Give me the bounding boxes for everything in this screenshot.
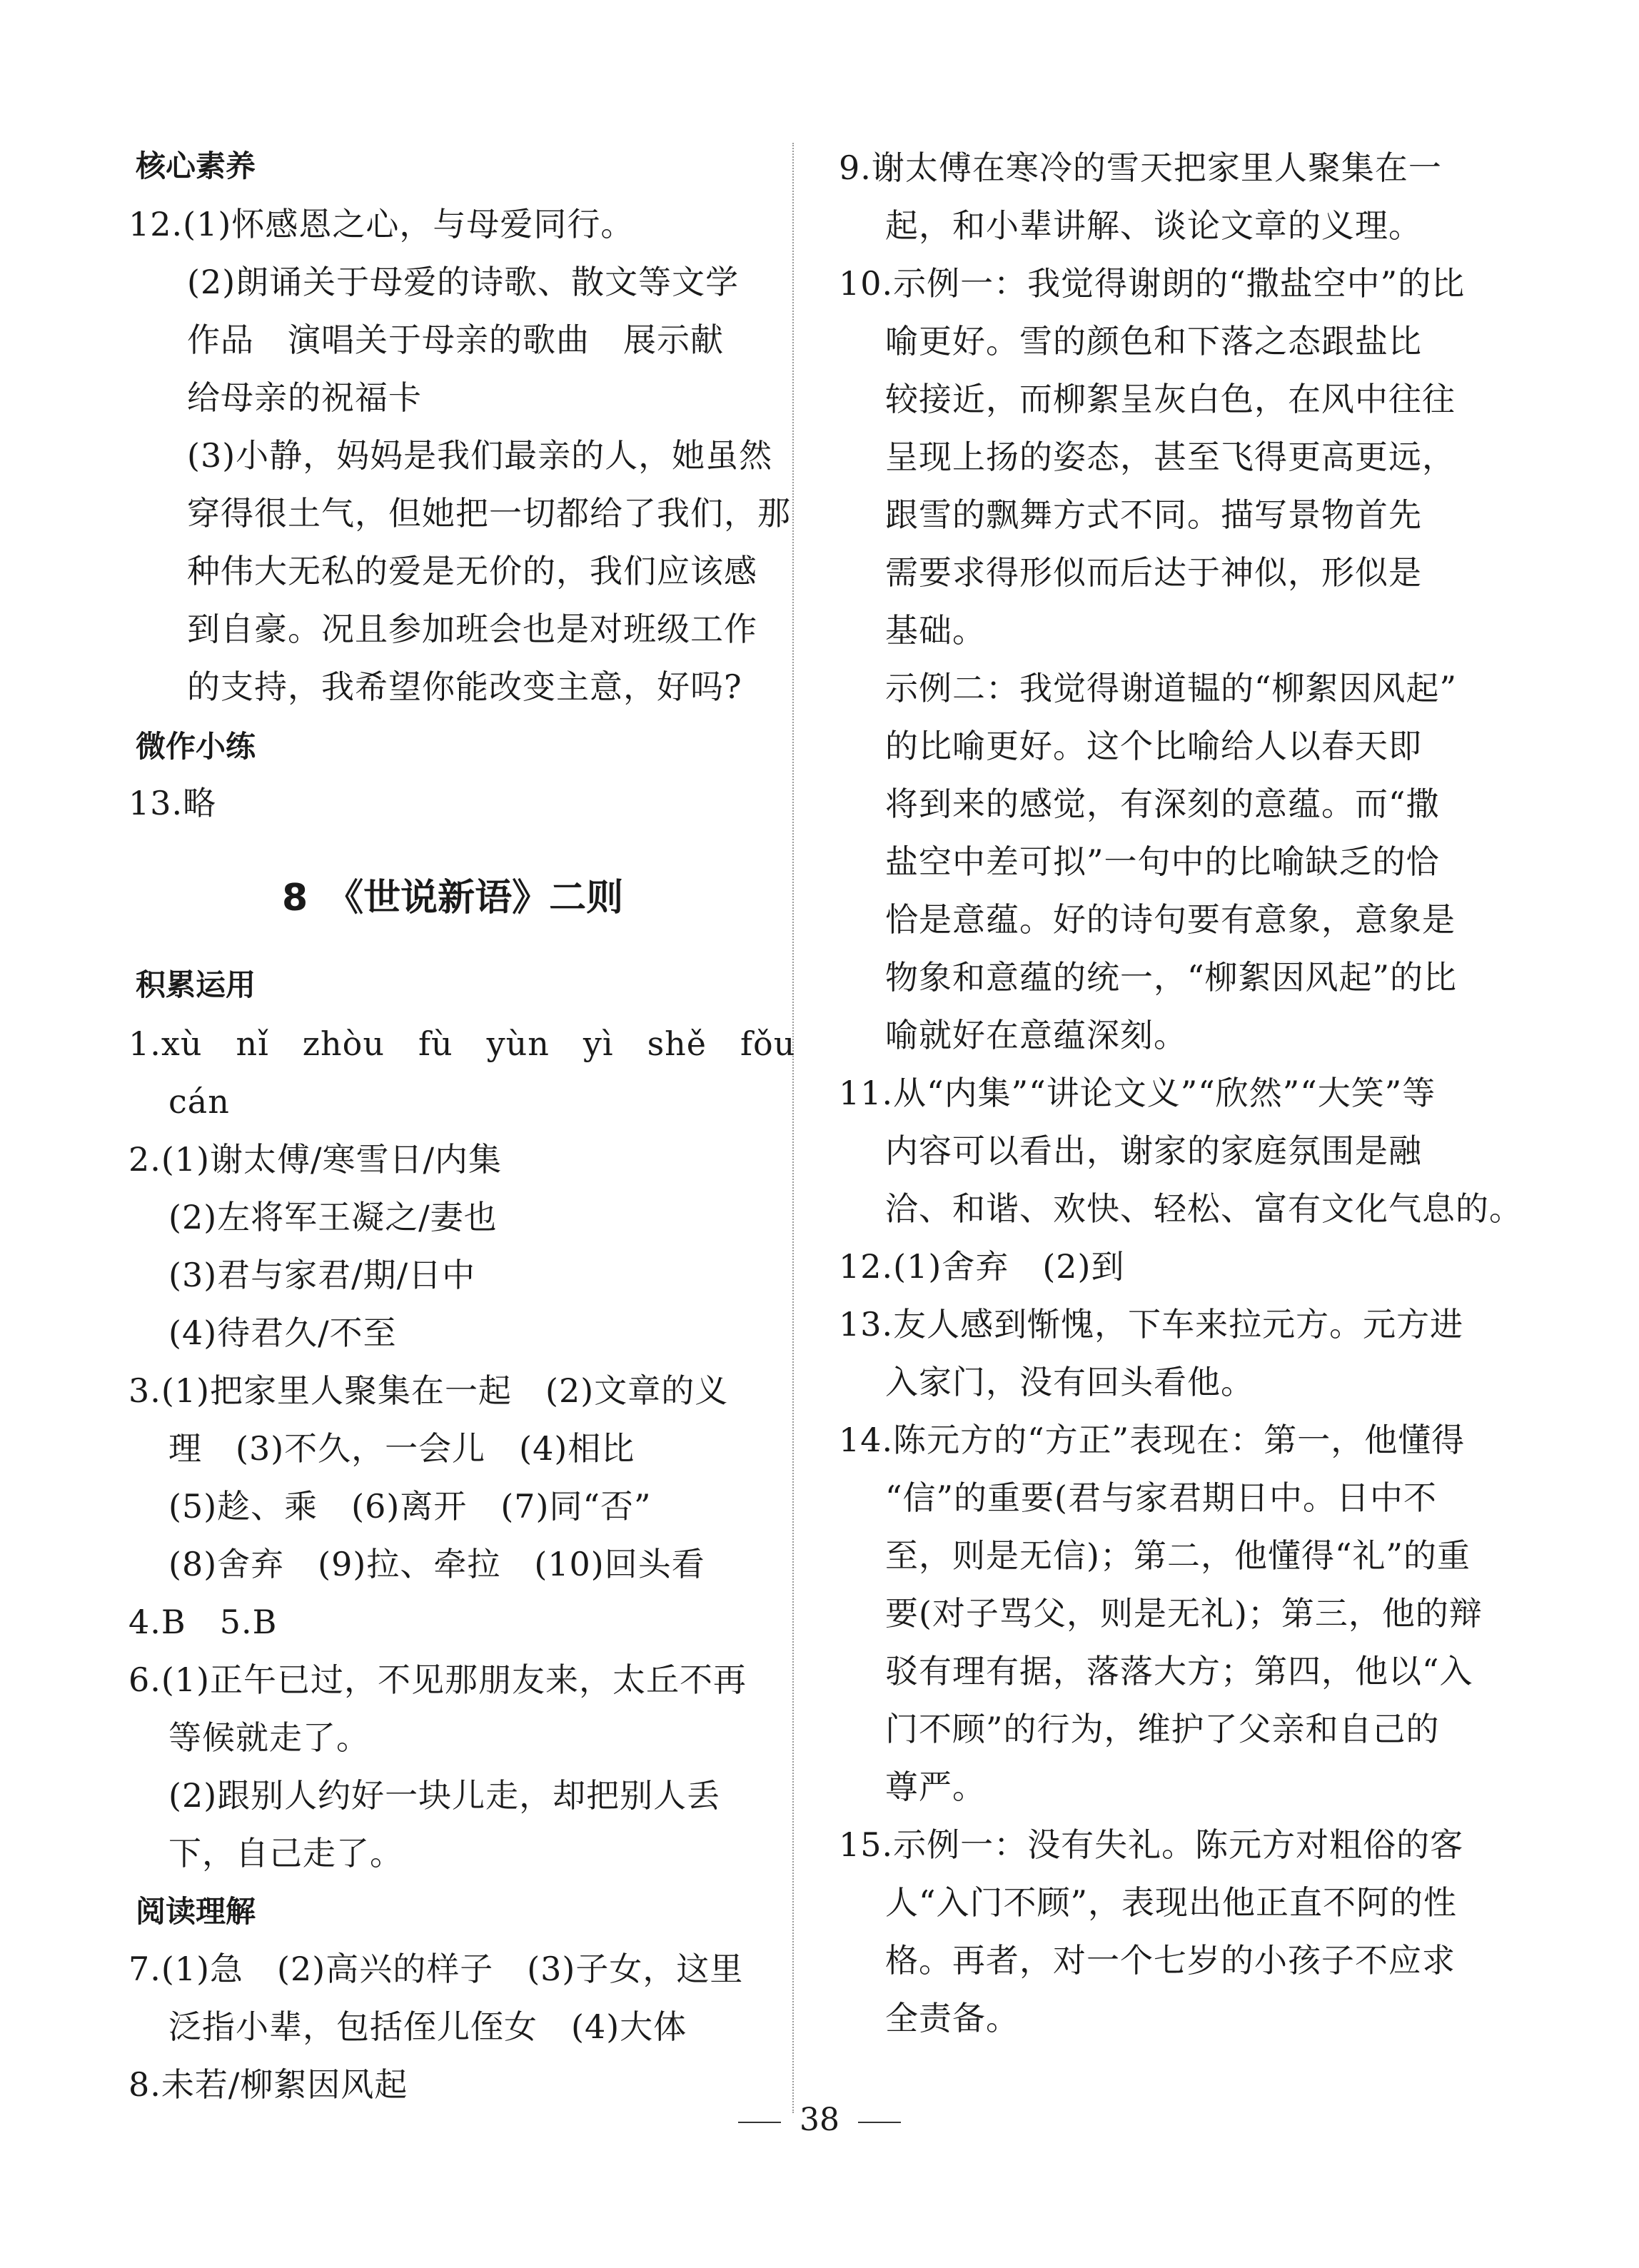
answer-line: 格。再者，对一个七岁的小孩子不应求 [885,1941,1456,1980]
answer-line: 10.示例一：我觉得谢朗的“撒盐空中”的比 [839,264,1466,303]
answer-line: 驳有理有据，落落大方；第四，他以“入 [885,1652,1473,1690]
lesson-title: 8 《世说新语》二则 [282,877,624,919]
answer-line: (8)舍弃 (9)拉、牵拉 (10)回头看 [168,1545,705,1583]
section-heading-practice: 微作小练 [136,729,256,764]
section-heading-reading: 阅读理解 [136,1894,256,1929]
answer-line: 种伟大无私的爱是无价的，我们应该感 [187,552,757,590]
answer-line: 9.谢太傅在寒冷的雪天把家里人聚集在一 [839,148,1442,187]
answer-line: 起，和小辈讲解、谈论文章的义理。 [885,206,1422,245]
answer-line: “信”的重要(君与家君期日中。日中不 [885,1478,1437,1517]
answer-line: 的比喻更好。这个比喻给人以春天即 [885,727,1422,765]
column-divider [792,143,794,2113]
page-number-dash-left [738,2122,781,2123]
answer-line: 11.从“内集”“讲论文义”“欣然”“大笑”等 [839,1074,1436,1112]
answer-line: 下，自己走了。 [168,1834,403,1873]
answer-line: 穿得很土气，但她把一切都给了我们，那 [187,494,791,533]
answer-line: 13.略 [128,784,217,822]
answer-line: (2)跟别人约好一块儿走，却把别人丢 [168,1776,721,1815]
answer-line: 示例二：我觉得谢道韫的“柳絮因风起” [885,669,1458,707]
answer-line: 到自豪。况且参加班会也是对班级工作 [187,610,757,648]
answer-line: 盐空中差可拟”一句中的比喻缺乏的恰 [885,842,1440,881]
answer-line: 门不顾”的行为，维护了父亲和自己的 [885,1710,1440,1748]
answer-line: 等候就走了。 [168,1718,370,1757]
answer-line: (3)小静，妈妈是我们最亲的人，她虽然 [187,436,773,475]
answer-line: 1.xù nǐ zhòu fù yùn yì shě fǒu [128,1024,796,1063]
answer-line: 12.(1)怀感恩之心，与母爱同行。 [128,205,635,243]
answer-line: 15.示例一：没有失礼。陈元方对粗俗的客 [839,1825,1464,1864]
answer-line: (4)待君久/不至 [168,1314,397,1352]
answer-line: 给母亲的祝福卡 [187,378,422,417]
answer-line: 入家门，没有回头看他。 [885,1363,1254,1401]
answer-line: 跟雪的飘舞方式不同。描写景物首先 [885,495,1422,534]
page-number-dash-right [858,2122,901,2123]
answer-line: 基础。 [885,611,986,650]
answer-line: (2)左将军王凝之/妻也 [168,1198,498,1236]
answer-line: 喻更好。雪的颜色和下落之态跟盐比 [885,322,1422,361]
answer-line: 3.(1)把家里人聚集在一起 (2)文章的义 [128,1371,729,1410]
answer-line: 人“入门不顾”，表现出他正直不阿的性 [885,1883,1458,1922]
answer-line: 理 (3)不久，一会儿 (4)相比 [168,1429,635,1468]
answer-line: (3)君与家君/期/日中 [168,1256,476,1294]
section-heading-accumulate: 积累运用 [136,967,256,1002]
answer-line: 内容可以看出，谢家的家庭氛围是融 [885,1132,1422,1170]
answer-line: 需要求得形似而后达于神似，形似是 [885,553,1422,592]
answer-line: 较接近，而柳絮呈灰白色，在风中往往 [885,380,1456,418]
answer-line: 13.友人感到惭愧，下车来拉元方。元方进 [839,1305,1464,1344]
answer-line: 将到来的感觉，有深刻的意蕴。而“撒 [885,785,1440,823]
page-number: 38 [800,2102,839,2138]
answer-line: 洽、和谐、欢快、轻松、富有文化气息的。 [885,1189,1523,1228]
answer-line: 恰是意蕴。好的诗句要有意象，意象是 [885,900,1456,939]
answer-line: 2.(1)谢太傅/寒雪日/内集 [128,1140,503,1179]
answer-line: 6.(1)正午已过，不见那朋友来，太丘不再 [128,1660,747,1699]
answer-line: 作品 演唱关于母亲的歌曲 展示献 [187,321,724,359]
section-heading-core: 核心素养 [136,148,256,183]
page-number-footer [0,2099,1639,2142]
answer-line: 14.陈元方的“方正”表现在：第一，他懂得 [839,1421,1466,1459]
answer-line: (2)朗诵关于母爱的诗歌、散文等文学 [187,263,740,301]
answer-line: 的支持，我希望你能改变主意，好吗? [187,667,742,706]
answer-line: 4.B 5.B [128,1603,278,1641]
answer-line: 全责备。 [885,1999,1019,2037]
answer-line: 要(对子骂父，则是无礼)；第三，他的辩 [885,1594,1483,1633]
answer-line: 物象和意蕴的统一，“柳絮因风起”的比 [885,958,1458,997]
answer-line: 7.(1)急 (2)高兴的样子 (3)子女，这里 [128,1950,744,1988]
answer-line: (5)趁、乘 (6)离开 (7)同“否” [168,1487,652,1526]
answer-line: 呈现上扬的姿态，甚至飞得更高更远， [885,438,1456,476]
answer-line: 8.未若/柳絮因风起 [128,2065,408,2104]
answer-line: 12.(1)舍弃 (2)到 [839,1247,1125,1286]
answer-line: 尊严。 [885,1768,986,1806]
answer-line: 泛指小辈，包括侄儿侄女 (4)大体 [168,2007,687,2046]
answer-line: 至，则是无信)；第二，他懂得“礼”的重 [885,1536,1471,1575]
answer-line: cán [168,1082,230,1121]
answer-line: 喻就好在意蕴深刻。 [885,1016,1187,1054]
